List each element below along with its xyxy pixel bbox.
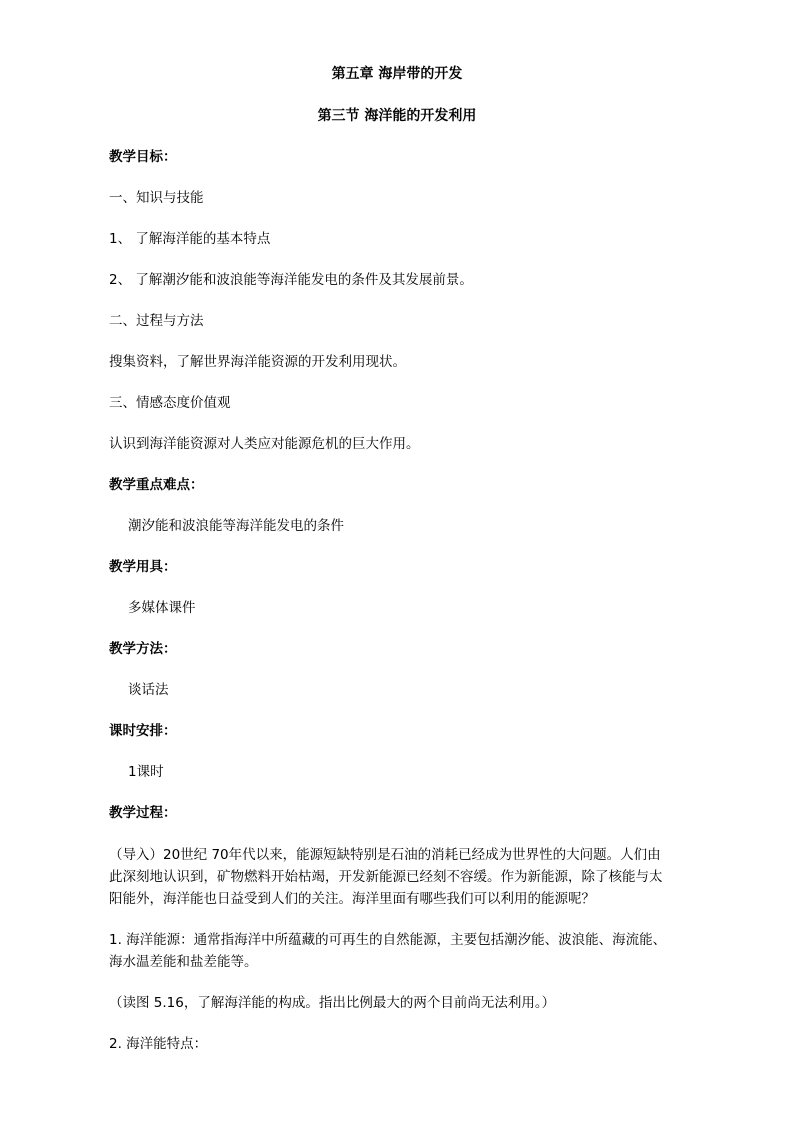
tools-heading: 教学用具： xyxy=(109,559,177,575)
key-points-text: 潮汐能和波浪能等海洋能发电的条件 xyxy=(128,518,344,534)
knowledge-item-2: 2、 了解潮汐能和波浪能等海洋能发电的条件及其发展前景。 xyxy=(109,272,473,288)
intro-line-2: 此深刻地认识到，矿物燃料开始枯竭，开发新能源已经刻不容缓。作为新能源，除了核能与太 xyxy=(109,869,663,885)
emotion-text: 认识到海洋能资源对人类应对能源危机的巨大作用。 xyxy=(109,436,420,452)
knowledge-item-1: 1、 了解海洋能的基本特点 xyxy=(109,231,271,247)
emotion-heading: 三、情感态度价值观 xyxy=(109,395,231,411)
process-heading: 二、过程与方法 xyxy=(109,313,204,329)
objectives-heading: 教学目标： xyxy=(109,149,177,165)
method-heading: 教学方法： xyxy=(109,641,177,657)
chapter-title: 第五章 海岸带的开发 xyxy=(331,66,463,82)
schedule-text: 1课时 xyxy=(128,764,164,780)
tools-text: 多媒体课件 xyxy=(128,600,196,616)
def-line-1: 1. 海洋能源：通常指海洋中所蕴藏的可再生的自然能源，主要包括潮汐能、波浪能、海流能、 xyxy=(109,932,667,948)
process-main-heading: 教学过程： xyxy=(109,805,177,821)
knowledge-heading: 一、知识与技能 xyxy=(109,190,204,206)
features-heading: 2. 海洋能特点： xyxy=(109,1036,208,1052)
read-note: （读图 5.16，了解海洋能的构成。指出比例最大的两个目前尚无法利用。） xyxy=(109,995,556,1011)
schedule-heading: 课时安排： xyxy=(109,723,177,739)
method-text: 谈话法 xyxy=(128,682,169,698)
intro-line-3: 阳能外，海洋能也日益受到人们的关注。海洋里面有哪些我们可以利用的能源呢？ xyxy=(109,891,595,907)
process-text: 搜集资料，了解世界海洋能资源的开发利用现状。 xyxy=(109,354,406,370)
def-line-2: 海水温差能和盐差能等。 xyxy=(109,954,258,970)
section-title: 第三节 海洋能的开发利用 xyxy=(317,108,477,124)
intro-line-1: （导入）20世纪 70年代以来，能源短缺特别是石油的消耗已经成为世界性的大问题。人们由 xyxy=(109,847,661,863)
key-points-heading: 教学重点难点： xyxy=(109,477,204,493)
